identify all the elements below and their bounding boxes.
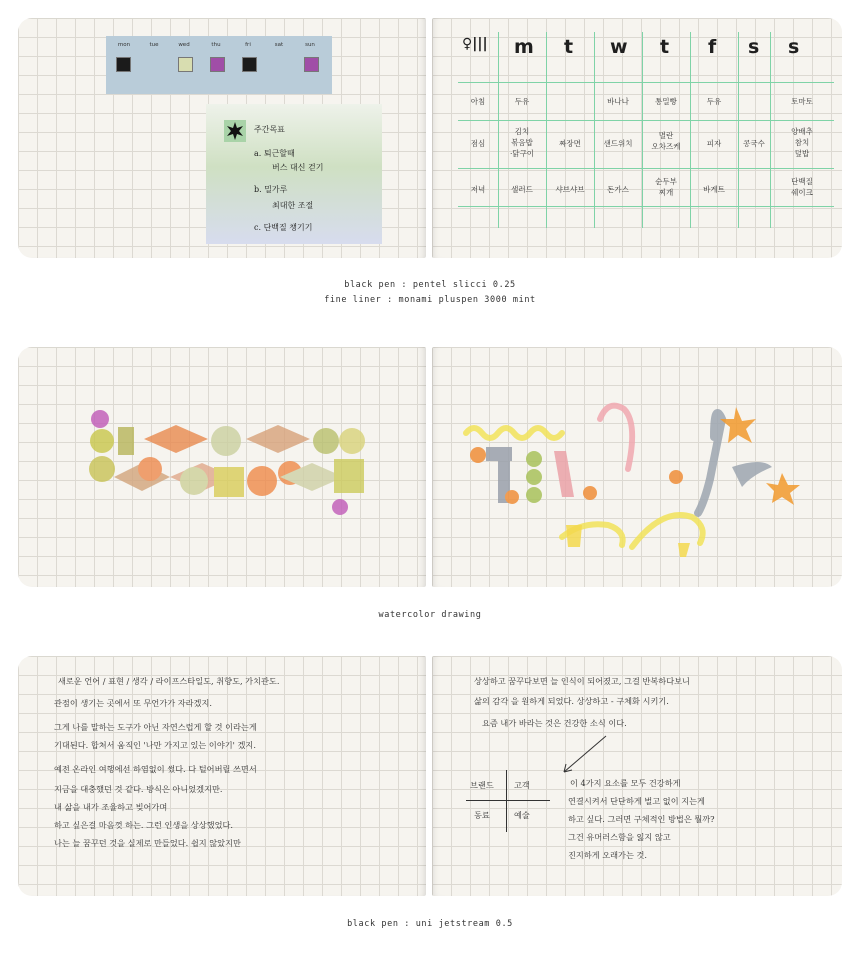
quadrant-label: 동료 [474,810,490,820]
watercolor-pattern-right [432,347,842,587]
week-sticker [106,36,332,94]
meal-cell: 콩국수 [743,139,765,148]
journal-line: 연결시켜서 단단하게 벌고 없이 지는게 [568,796,705,806]
caption-pens-1 [0,278,860,308]
goals-title: 주간목표 [254,125,285,134]
watercolor-spread [18,347,842,587]
meal-cell: 샐러드 [511,185,533,194]
day-label: tue [149,42,159,48]
meal-cell: 샌드위치 [603,139,633,148]
meal-cell: 김치 볶음밥 ·닭구이 [509,127,535,158]
journal-line: 지금을 대충했던 것 같다. 방식은 아니었겠지만. [54,784,223,794]
sun-box [304,57,319,72]
meal-cell: 피자 [706,139,722,148]
watercolor-pattern-left [18,347,426,587]
quadrant-h-line [466,800,550,801]
weekly-goals-sticker [206,104,382,244]
caption-line: black pen : pentel slicci 0.25 [344,280,516,290]
row-label: 저녁 [470,185,486,194]
caption-pens-3: black pen : uni jetstream 0.5 [347,919,513,929]
meal-cell: 양배추 참치 덮밥 [791,127,813,158]
quadrant-label: 브랜드 [470,780,494,790]
caption-watercolor: watercolor drawing [378,610,482,620]
fri-box [242,57,257,72]
day-label: mon [117,42,131,48]
thu-box [210,57,225,72]
star-stamp-icon [224,120,246,142]
meal-cell: 멸란 오차즈케 [651,131,681,151]
journal-line: 그건 유머러스함을 잃지 않고 [568,832,671,842]
quadrant-label: 예술 [514,810,530,820]
quadrant-v-line [506,770,507,832]
journal-line: 내 삶을 내가 조율하고 빚어가며 [54,802,168,812]
meal-cell: 바게트 [703,185,725,194]
goal-b-line2: 최대한 조절 [272,201,314,210]
day-label: thu [211,42,221,48]
goal-b-line1: b. 밀가루 [254,185,288,194]
journal-line: 새로운 언어 / 표현 / 생각 / 라이프스타일도, 취향도, 가치관도. [58,676,280,686]
goal-c: c. 단백질 챙기기 [254,223,313,232]
journal-line: 진지하게 오래가는 것. [568,850,647,860]
journal-line: 하고 싶다. 그러면 구체적인 방법은 뭘까? [568,814,715,824]
meal-cell: 토마토 [791,97,813,106]
left-page [18,18,426,258]
right-page [432,656,842,896]
planner-spread-weekly [18,18,842,258]
journal-line: 삶의 감각 을 원하게 되었다. 상상하고 - 구체화 시키기. [474,696,669,706]
day-header: t [564,36,574,58]
right-page [432,347,842,587]
day-label: fri [245,42,251,48]
left-page [18,347,426,587]
journal-line: 그게 나를 말하는 도구가 아닌 자연스럽게 할 것 이라는게 [54,722,257,732]
meal-cell: 단백질 쉐이크 [791,177,813,197]
mon-box [116,57,131,72]
meal-cell: 바나나 [607,97,629,106]
journal-line: 기대된다. 합쳐서 움직인 '나만 가지고 있는 이야기' 겠지. [54,740,256,750]
journal-text-spread [18,656,842,896]
day-header: f [708,36,717,58]
meal-cell: 돈가스 [607,185,629,194]
goal-a-line1: a. 퇴근할때 [254,149,295,158]
day-label: sat [274,42,284,48]
journal-line: 상상하고 꿈꾸다보면 늘 인식이 되어졌고, 그걸 반복하다보니 [474,676,690,686]
day-header: s [788,36,800,58]
journal-line: 관점이 생기는 곳에서 또 무언가가 자라겠지. [54,698,212,708]
left-page [18,656,426,896]
day-label: sun [305,42,315,48]
day-label: wed [178,42,190,48]
meal-cell: 두유 [514,97,530,106]
journal-line: 나는 늘 꿈꾸던 것을 실제로 만들었다. 쉽지 않았지만 [54,838,241,848]
cutlery-icon: ♀||| [462,36,488,52]
day-header: w [610,36,628,58]
wed-box [178,57,193,72]
meal-cell: 통밀빵 [655,97,677,106]
quadrant-label: 고객 [514,780,530,790]
arrow-icon [556,732,616,782]
goal-a-line2: 버스 대신 걷기 [272,163,324,172]
row-label: 점심 [470,139,486,148]
row-label: 아침 [470,97,486,106]
meal-cell: 두유 [706,97,722,106]
day-header: m [514,36,534,58]
meal-cell: 짜장면 [559,139,581,148]
journal-line: 예전 온라인 여행에선 하염없이 썼다. 다 털어버릴 쓰면서 [54,764,257,774]
journal-line: 이 4가지 요소를 모두 건강하게 [570,778,681,788]
caption-line: fine liner : monami pluspen 3000 mint [324,295,536,305]
meal-cell: 샤브샤브 [555,185,585,194]
day-header: t [660,36,670,58]
meal-cell: 순두부 찌개 [655,177,677,197]
day-header: s [748,36,760,58]
journal-line: 요즘 내가 바라는 것은 건강한 소식 이다. [482,718,627,728]
right-page [432,18,842,258]
journal-line: 하고 싶은걸 마음껏 하는. 그런 인생을 상상했었다. [54,820,234,830]
